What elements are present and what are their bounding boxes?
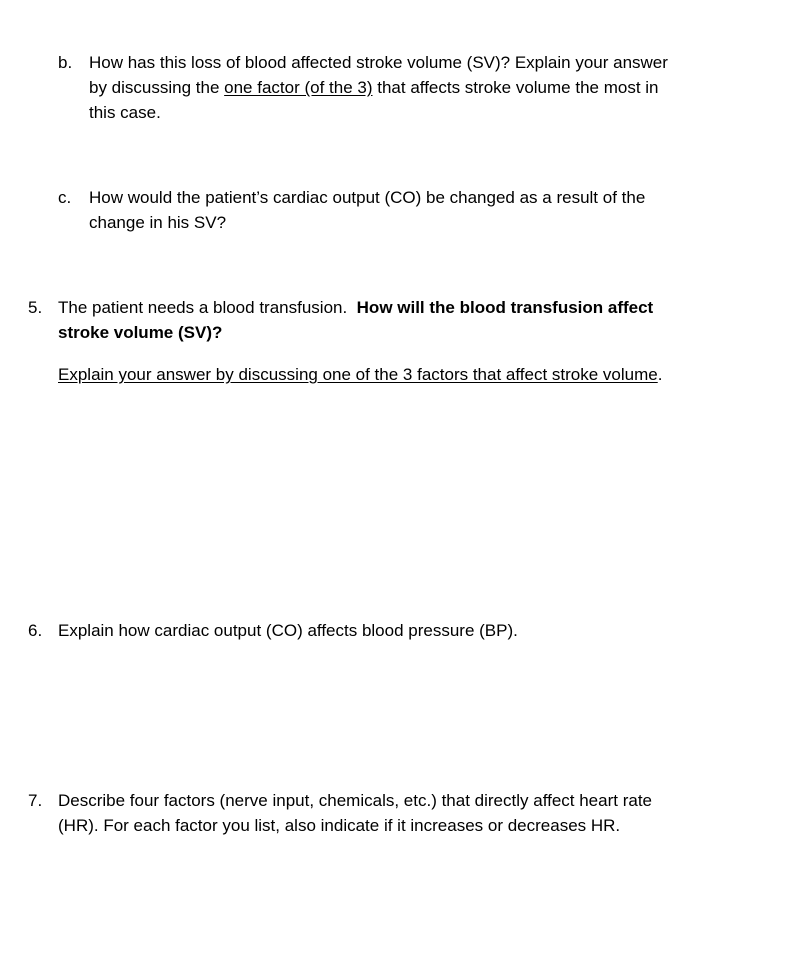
question-c-line-2: change in his SV? [89,213,227,232]
question-5-bold-question: How will the blood transfusion affect [356,298,654,317]
question-6-marker: 6. [28,621,43,640]
question-5-marker: 5. [28,298,43,317]
question-c-text [89,185,645,235]
question-5-line-3 [58,362,662,387]
question-5-line-3-post: . [657,365,663,384]
question-6-line-1: Explain how cardiac output (CO) affects blood pressure (BP). [58,621,518,640]
question-7-line-2: (HR). For each factor you list, also indicate if it increases or decreases HR. [58,816,621,835]
question-b-line-2 [89,75,668,100]
question-5-line-1-pre: The patient needs a blood transfusion. [58,298,357,317]
question-5-text [58,295,662,387]
question-c-marker: c. [58,188,72,207]
question-b-text [89,50,668,125]
question-b-line-3: this case. [89,103,161,122]
question-7-marker: 7. [28,791,43,810]
question-7-text [58,788,652,838]
question-5-line-2: stroke volume (SV)? [58,323,223,342]
question-6-text [58,618,518,643]
question-7-line-1: Describe four factors (nerve input, chemicals, etc.) that directly affect heart rate [58,791,652,810]
question-c-line-1: How would the patient’s cardiac output (CO) be changed as a result of the [89,188,646,207]
question-b-underlined-phrase: one factor (of the 3) [224,78,373,97]
question-b-line-1: How has this loss of blood affected stroke volume (SV)? Explain your answer [89,53,668,72]
question-5-underlined-instruction: Explain your answer by discussing one of the 3 factors that affect stroke volume [58,365,658,384]
question-5-line-1 [58,295,662,320]
question-b-marker: b. [58,53,73,72]
question-b-line-2-pre: by discussing the [89,78,225,97]
question-b-line-2-post: that affects stroke volume the most in [372,78,659,97]
